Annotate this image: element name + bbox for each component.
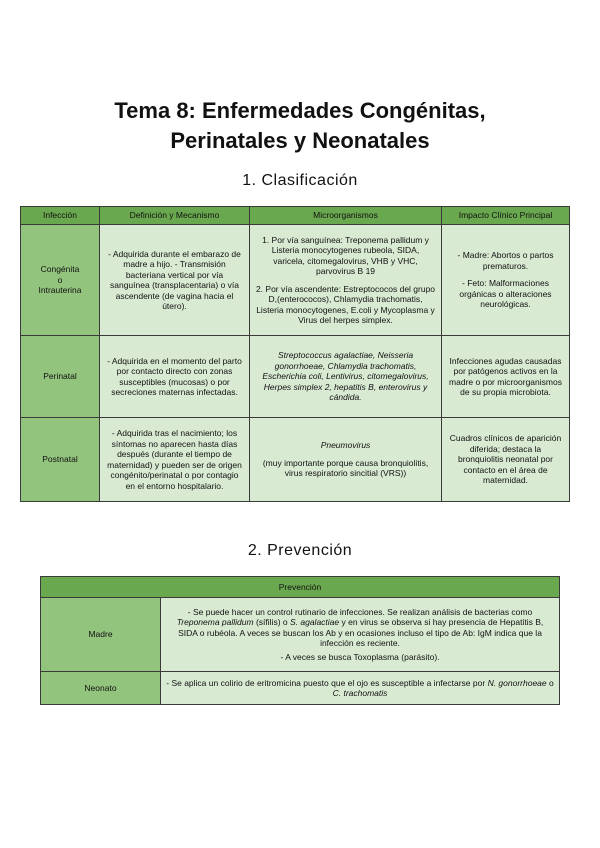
row-label-madre: Madre xyxy=(41,598,161,672)
prevention-table xyxy=(40,576,560,705)
header-prevencion: Prevención xyxy=(41,577,560,598)
micro-cell: 1. Por vía sanguínea: Treponema pallidum y Listeria monocytogenes rubeola, SIDA, varicela, citomegalovirus, VHB y VHC, parvovirus B 19 2. Por vía ascendente: Estreptococos del grupo D,(enterococos), Chlamydia trachomatis, Listeria monocytogenes, E.coli y Mycoplasma y Virus del herpes simplex. xyxy=(250,225,442,336)
row-label-postnatal: Postnatal xyxy=(21,418,100,502)
micro-cell: Pneumovirus (muy importante porque causa bronquiolitis, virus respiratorio sincitial (VRS)) xyxy=(250,418,442,502)
prevention-cell: - Se aplica un colirio de eritromicina puesto que el ojo es susceptible a infectarse por N. gonorrhoeae o C. trachomatis xyxy=(161,672,560,705)
header-infeccion: Infección xyxy=(21,207,100,225)
impact-cell: Cuadros clínicos de aparición diferida; destaca la bronquiolitis neonatal por contacto en el área de maternidad. xyxy=(442,418,570,502)
impact-cell: - Madre: Abortos o partos prematuros. - Feto: Malformaciones orgánicas o alteraciones neurológicas. xyxy=(442,225,570,336)
definition-cell: - Adquirida en el momento del parto por contacto directo con zonas susceptibles (mucosas) o por secreciones maternas infectadas. xyxy=(100,336,250,418)
definition-cell: - Adquirida durante el embarazo de madre a hijo. - Transmisión bacteriana vertical por vía sanguínea (transplacentaria) o vía ascendente (de vagina hacia el útero). xyxy=(100,225,250,336)
row-label-congenita: Congénita o Intrauterina xyxy=(21,225,100,336)
table-row-perinatal xyxy=(21,336,570,418)
table-row-madre xyxy=(41,598,560,672)
classification-table xyxy=(20,206,570,502)
header-microorganismos: Microorganismos xyxy=(250,207,442,225)
table-row-neonato xyxy=(41,672,560,705)
table-header-row xyxy=(41,577,560,598)
header-impacto: Impacto Clínico Principal xyxy=(442,207,570,225)
page-title xyxy=(0,96,600,156)
header-definicion: Definición y Mecanismo xyxy=(100,207,250,225)
title-line-2: Perinatales y Neonatales xyxy=(170,128,430,153)
micro-cell: Streptococcus agalactiae, Neisseria gonorrhoeae, Chlamydia trachomatis, Escherichia coli, Lentivirus, citomegalovirus, Herpes simplex 2, hepatitis B, enterovirus y cándida. xyxy=(250,336,442,418)
row-label-neonato: Neonato xyxy=(41,672,161,705)
impact-cell: Infecciones agudas causadas por patógenos activos en la madre o por microorganismos de su propia microbiota. xyxy=(442,336,570,418)
row-label-perinatal: Perinatal xyxy=(21,336,100,418)
section-heading-clasificacion: 1. Clasificación xyxy=(242,172,358,189)
table-row-postnatal xyxy=(21,418,570,502)
prevention-cell: - Se puede hacer un control rutinario de infecciones. Se realizan análisis de bacterias como Treponema pallidum (sífilis) o S. agalactiae y en virus se observa si hay presencia de Hepatitis B, SIDA o rubéola. A veces se buscan los Ab y en ocasiones incluso el tipo de Ab: IgM indica que la infección es reciente. - A veces se busca Toxoplasma (parásito). xyxy=(161,598,560,672)
table-row-congenita xyxy=(21,225,570,336)
table-header-row xyxy=(21,207,570,225)
definition-cell: - Adquirida tras el nacimiento; los síntomas no aparecen hasta días después (durante el tiempo de maternidad) y pueden ser de origen congénito/perinatal o por contagio en el entorno hospitalario. xyxy=(100,418,250,502)
section-heading-prevencion: 2. Prevención xyxy=(247,542,353,559)
title-line-1: Tema 8: Enfermedades Congénitas, xyxy=(114,98,486,123)
